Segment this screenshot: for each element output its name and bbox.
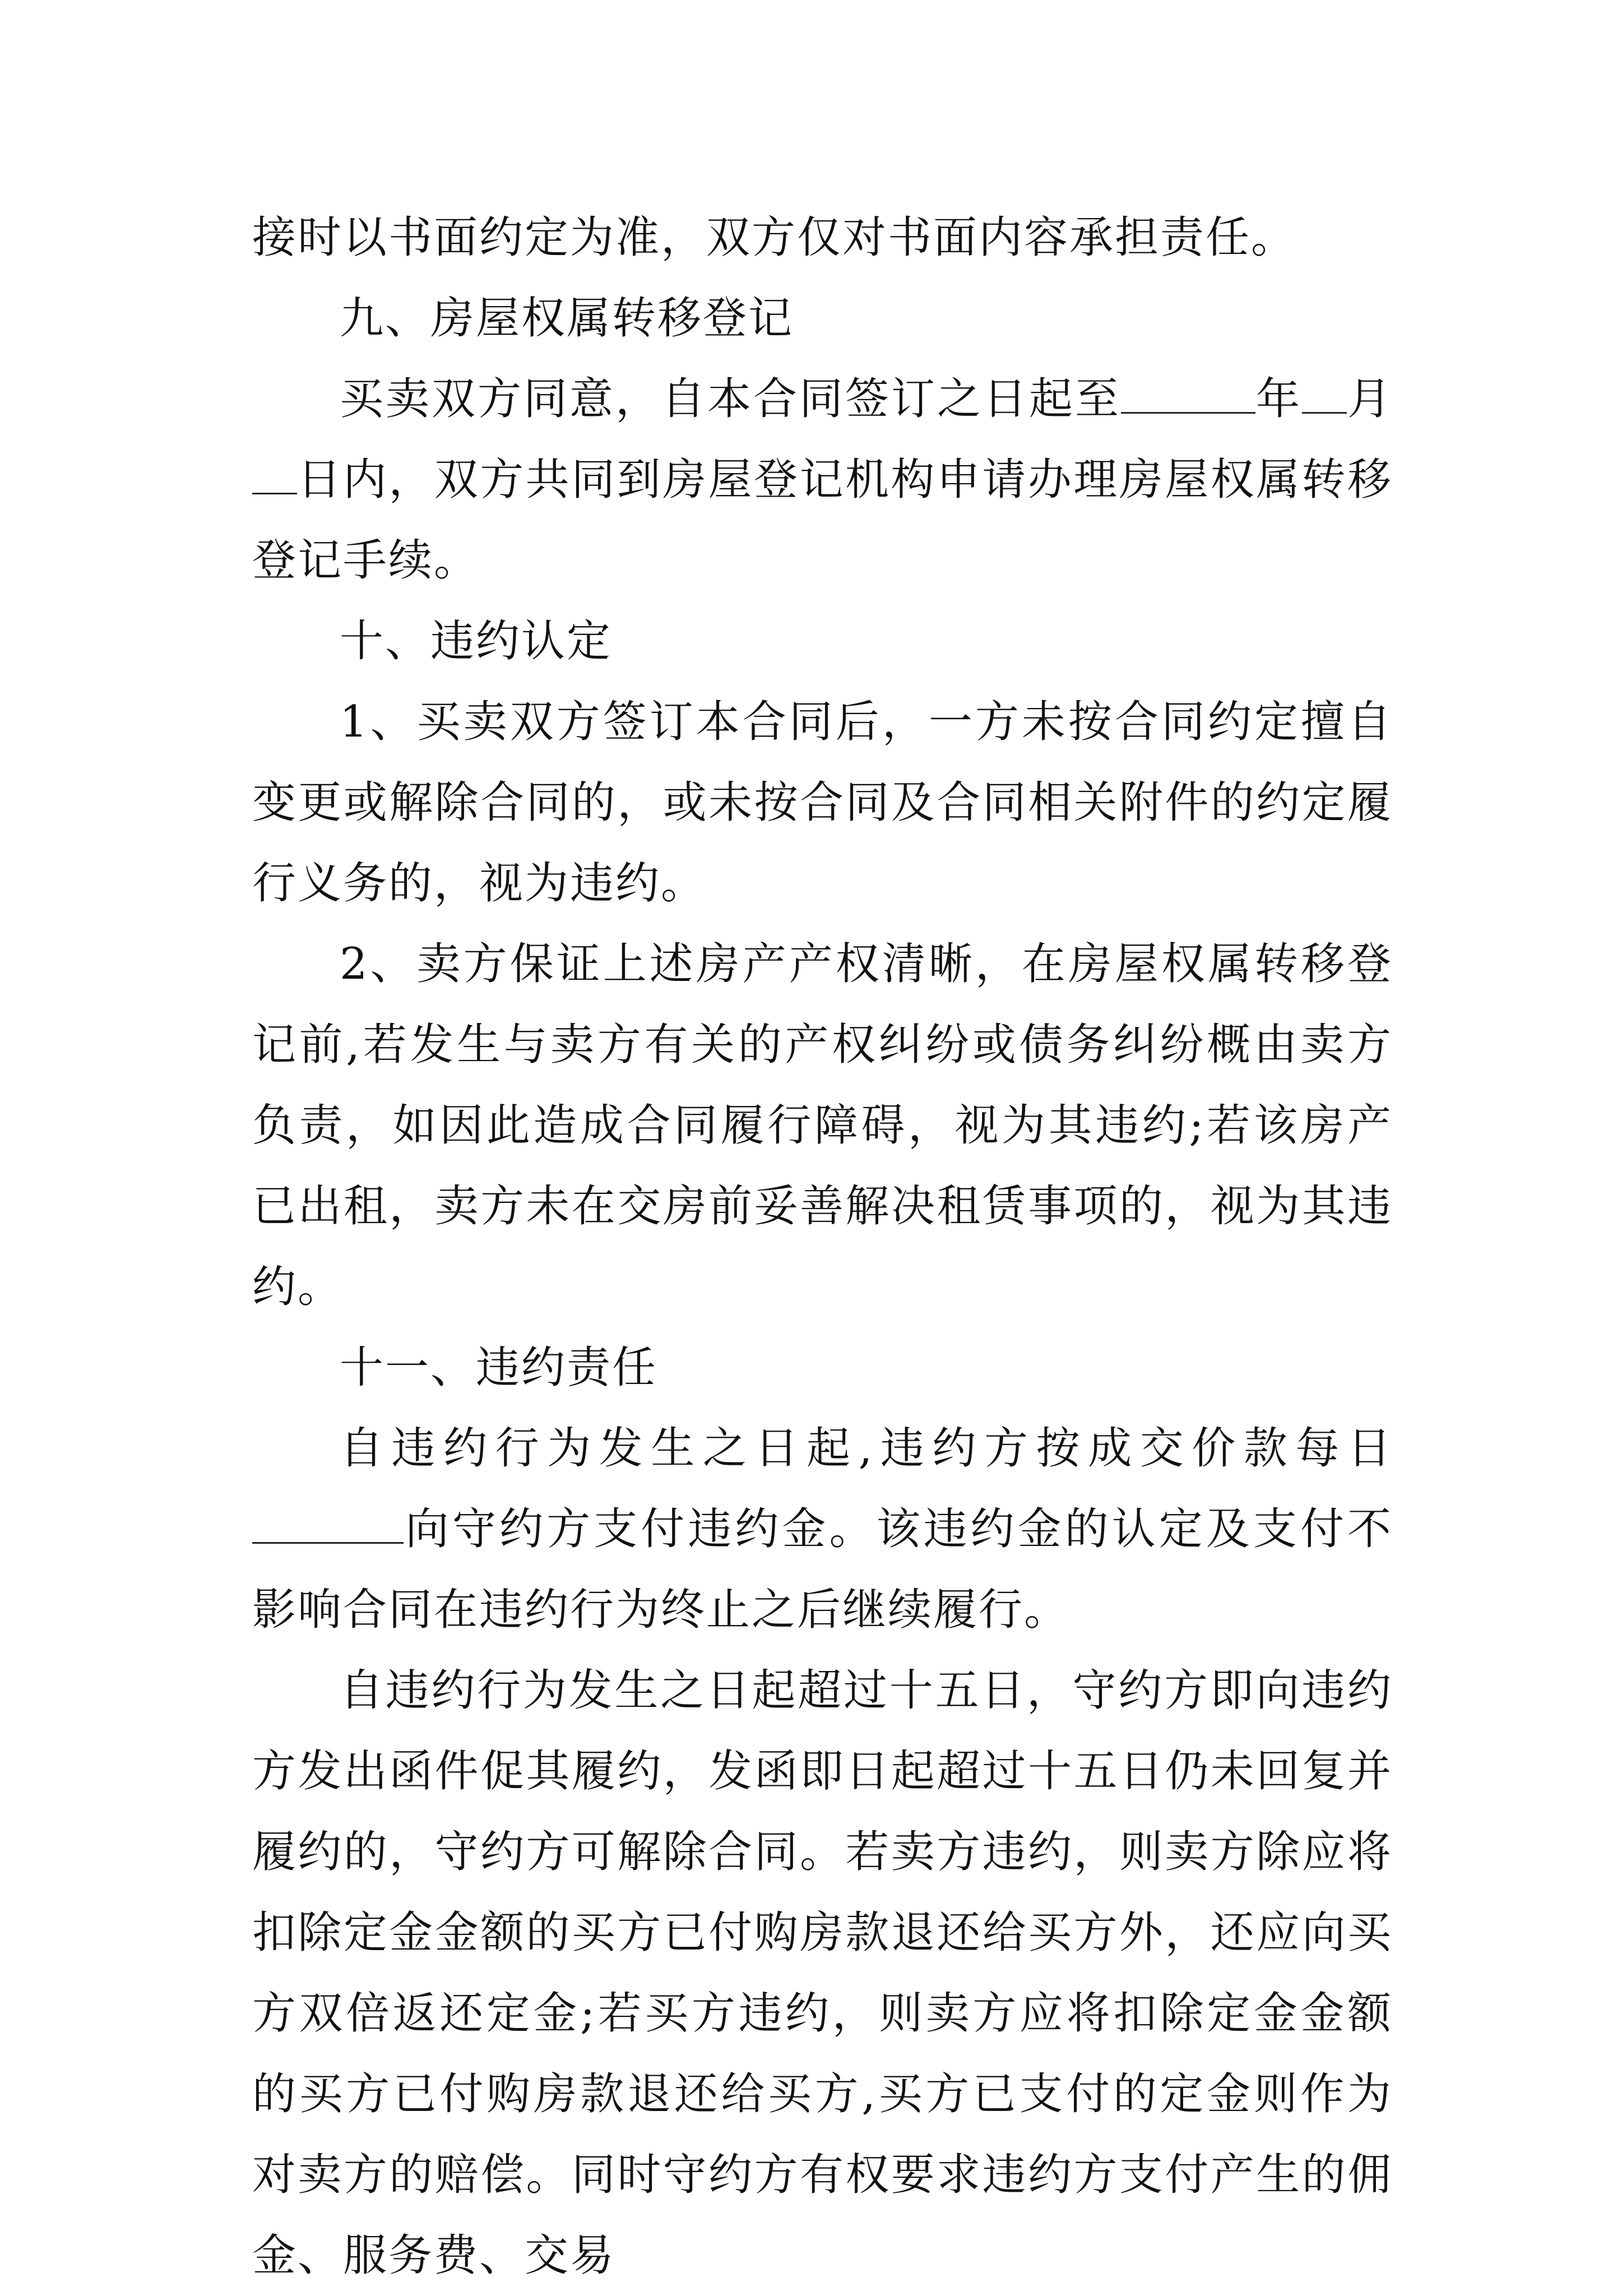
blank-day-field [252, 452, 297, 494]
penalty-text-lead: 自违约行为发生之日起,违约方按成交价款每日 [340, 1423, 1393, 1474]
clause-10-1: 1、买卖双方签订本合同后，一方未按合同约定擅自变更或解除合同的，或未按合同及合同相关附件的约定履行义务的，视为违约。 [252, 697, 1393, 909]
paragraph-penalty-rate [252, 1408, 1393, 1650]
transfer-text-tail: 日内，双方共同到房屋登记机构申请办理房屋权属转移登记手续。 [252, 455, 1393, 586]
paragraph-contract-termination: 自违约行为发生之日起超过十五日，守约方即向违约方发出函件促其履约，发函即日起超过十五日仍未回复并履约的，守约方可解除合同。若卖方违约，则卖方除应将扣除定金金额的买方已付购房款退还给买方外，还应向买方双倍返还定金;若买方违约，则卖方应将扣除定金金额的买方已付购房款退还给买方,买方已支付的定金则作为对卖方的赔偿。同时守约方有权要求违约方支付产生的佣金、服务费、交易 [252, 1665, 1393, 2281]
blank-month-field [1302, 372, 1347, 414]
clause-10-2: 2、卖方保证上述房产产权清晰，在房屋权属转移登记前,若发生与卖方有关的产权纠纷或债务纠纷概由卖方负责，如因此造成合同履行障碍，视为其违约;若该房产已出租，卖方未在交房前妥善解决租赁事项的，视为其违约。 [252, 939, 1393, 1312]
year-unit: 年 [1255, 374, 1302, 424]
section-heading-11: 十一、违约责任 [340, 1343, 658, 1393]
penalty-text-tail: 向守约方支付违约金。该违约金的认定及支付不影响合同在违约行为终止之后继续履行。 [252, 1504, 1393, 1635]
contract-text-body [252, 197, 1393, 2296]
blank-penalty-rate-field [252, 1502, 404, 1544]
month-unit: 月 [1346, 374, 1393, 424]
transfer-text-lead: 买卖双方同意，自本合同签订之日起至 [340, 374, 1121, 424]
blank-year-field [1121, 372, 1255, 414]
section-heading-9: 九、房屋权属转移登记 [340, 293, 794, 344]
section-heading-10: 十、违约认定 [340, 616, 613, 666]
paragraph-continuation: 接时以书面约定为准，双方仅对书面内容承担责任。 [252, 212, 1297, 263]
paragraph-transfer-registration [252, 359, 1393, 601]
